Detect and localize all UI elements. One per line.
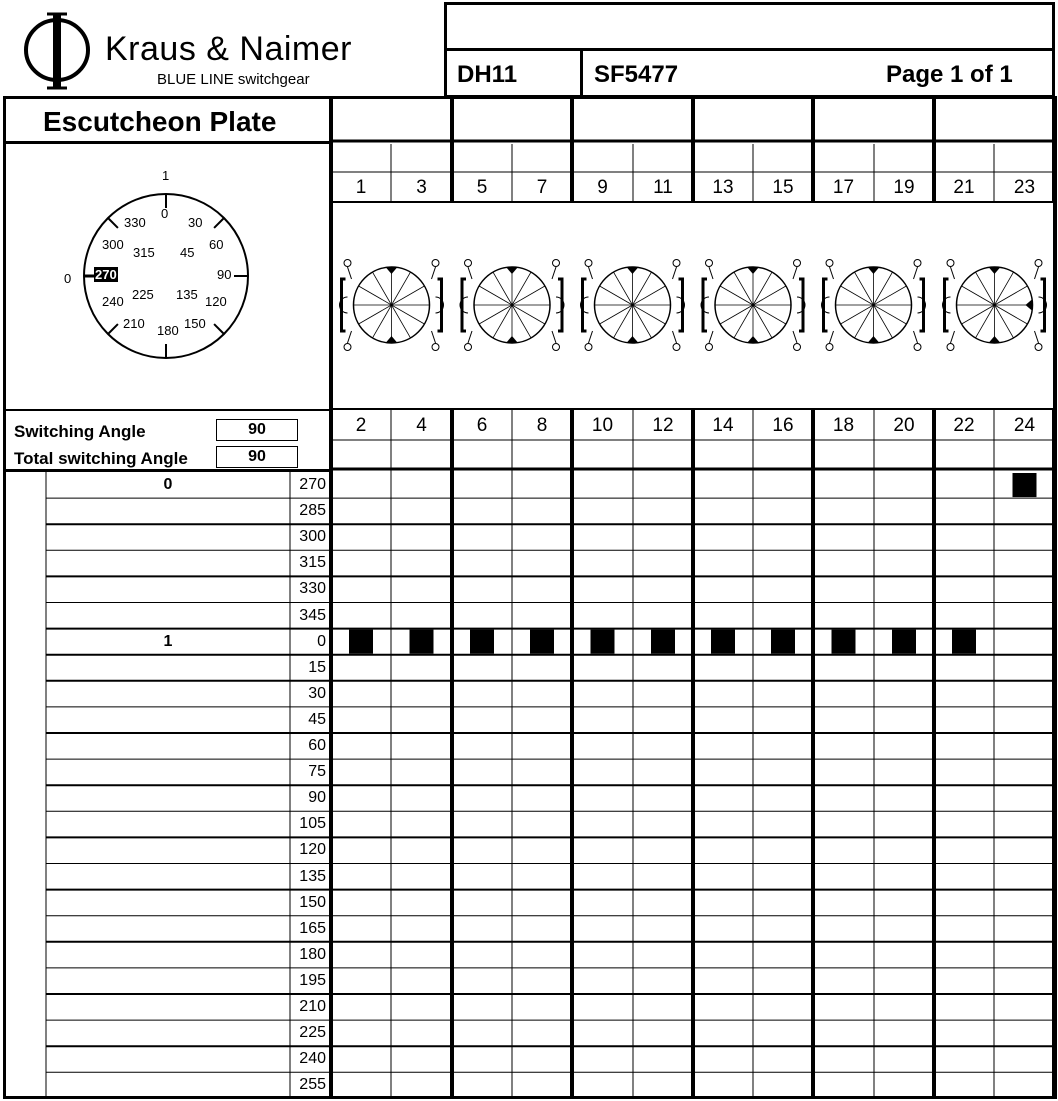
dial-label: 1	[162, 168, 170, 183]
contact-number-bottom: 14	[712, 415, 734, 436]
row-position: 0	[163, 476, 173, 493]
row-angle: 210	[299, 998, 326, 1015]
dial-label: 120	[205, 294, 227, 309]
contact-number-top: 3	[416, 177, 427, 198]
contact-number-top: 19	[893, 177, 915, 198]
dial-label: 300	[102, 237, 124, 252]
brand-tagline: BLUE LINE switchgear	[157, 71, 310, 88]
contact-number-top: 15	[772, 177, 794, 198]
row-angle: 330	[299, 580, 326, 598]
contact-closed-mark	[349, 630, 373, 654]
contact-number-bottom: 24	[1013, 415, 1036, 436]
contact-closed-mark	[410, 630, 434, 654]
dial-label: 180	[157, 323, 179, 338]
row-angle: 90	[308, 789, 326, 807]
contact-number-top: 5	[476, 177, 488, 198]
contact-closed-mark	[470, 630, 494, 654]
contact-number-bottom: 22	[953, 415, 975, 436]
contact-number-top: 9	[597, 177, 608, 198]
row-angle: 270	[299, 476, 326, 493]
row-angle: 315	[299, 554, 326, 572]
contact-number-top: 23	[1013, 177, 1036, 198]
contact-closed-mark	[1013, 473, 1037, 497]
contact-closed-mark	[591, 630, 615, 654]
row-angle: 0	[317, 632, 326, 650]
contact-closed-mark	[952, 630, 976, 654]
contact-closed-mark	[711, 630, 735, 654]
row-angle: 150	[299, 893, 326, 911]
total-switching-angle-label: Total switching Angle	[14, 449, 188, 468]
row-angle: 300	[299, 528, 326, 546]
row-angle: 285	[299, 502, 326, 520]
contact-closed-mark	[530, 630, 554, 654]
row-angle: 15	[308, 658, 326, 676]
row-angle: 225	[299, 1024, 326, 1042]
contact-number-top: 13	[712, 177, 734, 198]
contact-number-bottom: 16	[772, 415, 794, 436]
dial-label: 270	[95, 267, 117, 282]
contact-number-top: 21	[953, 177, 975, 198]
row-angle: 255	[299, 1076, 326, 1094]
contact-number-top: 17	[832, 177, 855, 198]
row-angle: 195	[299, 971, 326, 989]
contact-number-top: 11	[653, 177, 673, 198]
contact-number-bottom: 6	[476, 415, 488, 436]
contact-number-bottom: 8	[536, 415, 548, 436]
switching-angle-label: Switching Angle	[14, 422, 146, 441]
contact-number-bottom: 2	[355, 415, 367, 436]
row-angle: 105	[299, 815, 326, 833]
dial-label: 225	[132, 287, 154, 302]
contact-closed-mark	[771, 630, 795, 654]
dial-label: 315	[133, 245, 155, 260]
contact-number-bottom: 4	[416, 415, 427, 436]
contact-number-top: 7	[536, 177, 548, 198]
dial-label: 135	[176, 287, 198, 302]
brand-name: Kraus & Naimer	[105, 30, 352, 68]
row-angle: 165	[299, 919, 326, 937]
row-angle: 240	[299, 1050, 326, 1068]
row-angle: 135	[299, 867, 326, 885]
contact-number-bottom: 12	[652, 415, 674, 436]
row-angle: 345	[299, 606, 326, 624]
model-code: DH11	[457, 61, 518, 88]
contact-closed-mark	[892, 630, 916, 654]
row-position: 1	[163, 632, 173, 650]
contact-closed-mark	[832, 630, 856, 654]
row-angle: 30	[308, 684, 326, 702]
contact-number-bottom: 20	[893, 415, 915, 436]
dial-label: 60	[209, 237, 224, 252]
page-indicator: Page 1 of 1	[886, 61, 1013, 88]
dial-label: 0	[161, 206, 169, 221]
dial-label: 240	[102, 294, 124, 309]
contact-number-bottom: 18	[832, 415, 855, 436]
contact-number-bottom: 10	[591, 415, 614, 436]
dial-label: 45	[180, 245, 195, 260]
total-switching-angle-value: 90	[216, 446, 298, 468]
switching-angle-value: 90	[216, 419, 298, 441]
dial-label: 0	[64, 271, 72, 286]
contact-closed-mark	[651, 630, 675, 654]
row-angle: 75	[308, 763, 326, 781]
row-angle: 120	[299, 841, 326, 859]
dial-label: 330	[124, 215, 146, 230]
page-title: Escutcheon Plate	[43, 106, 277, 137]
dial-label: 90	[217, 267, 232, 282]
dial-label: 210	[123, 316, 145, 331]
dial-label: 30	[188, 215, 203, 230]
contact-number-top: 1	[355, 177, 367, 198]
row-angle: 180	[299, 945, 326, 963]
dial-label: 150	[184, 316, 206, 331]
row-angle: 60	[308, 737, 326, 754]
row-angle: 45	[308, 710, 326, 728]
program-code: SF5477	[594, 61, 679, 88]
